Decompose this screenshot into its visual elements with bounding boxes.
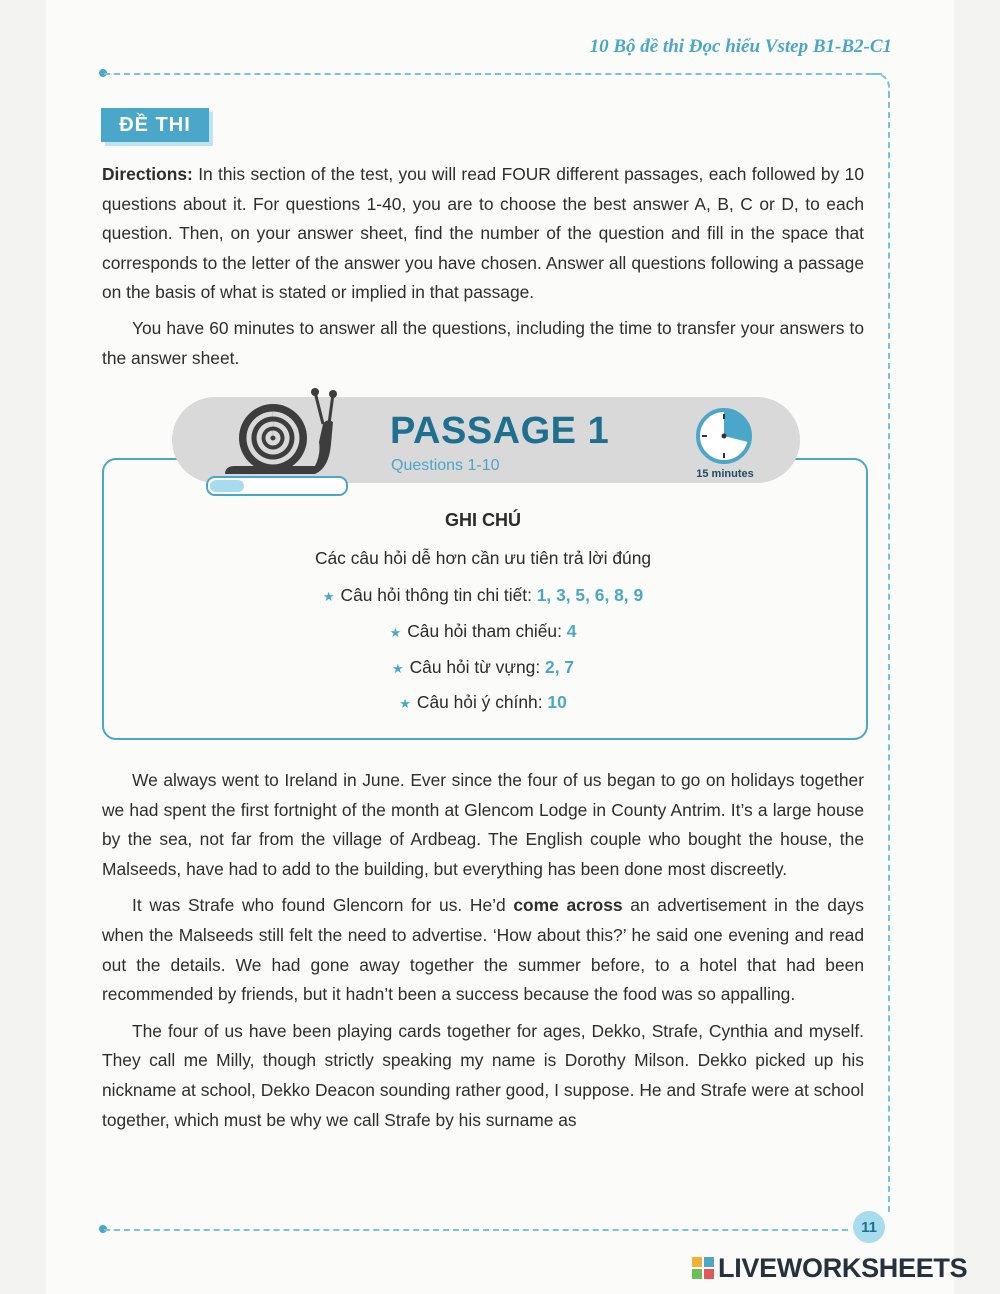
note-item: ★ Câu hỏi ý chính: 10 (399, 692, 567, 712)
star-icon: ★ (399, 696, 411, 711)
book-title: 10 Bộ đề thi Đọc hiểu Vstep B1-B2-C1 (589, 36, 892, 57)
directions-block (102, 160, 864, 373)
time-note: You have 60 minutes to answer all the questions, including the time to transfer your answers to the answer sheet. (102, 317, 864, 368)
liveworksheets-logo-icon (692, 1257, 714, 1279)
clock-icon (690, 406, 760, 466)
section-badge (101, 108, 213, 146)
snail-icon (215, 384, 345, 484)
watermark-text: LIVEWORKSHEETS (718, 1252, 968, 1283)
page-number: 11 (853, 1211, 885, 1243)
note-intro: Các câu hỏi dễ hơn cần ưu tiên trả lời đúng (314, 548, 652, 568)
directions-label: Directions: (102, 164, 193, 184)
star-icon: ★ (322, 589, 335, 604)
star-icon: ★ (389, 625, 402, 640)
top-dashed-border (104, 73, 882, 75)
directions-text: In this section of the test, you will read FOUR different passages, each followed by 10 questions about it. For questions 1-40, you are to choose the best answer A, B, C or D, to each question. Then, on your answer sheet, find the number of the question and fill in the space that corresponds to the letter of the answer you have chosen. Answer all questions following a passage on the basis of what is stated or implied in that passage. (102, 164, 864, 303)
watermark (692, 1252, 967, 1284)
time-label: 15 minutes (696, 468, 754, 480)
star-icon: ★ (391, 661, 404, 676)
progress-fill (210, 480, 244, 492)
passage-subtitle: Questions 1-10 (391, 457, 500, 474)
progress-bar (206, 476, 348, 496)
note-item: ★ Câu hỏi tham chiếu: 4 (389, 621, 577, 641)
paragraph-2: It was Strafe who found Glencorn for us. He’d come across an advertisement in the days when the Malseeds still felt the need to advertise. ‘How about this?’ he said one evening and read out the details. We had gone away together the summer before, to a hotel that had been recommended by friends, but it hadn’t been a success because the food was so appalling. (102, 895, 865, 1005)
paragraph-1: We always went to Ireland in June. Ever since the four of us began to go on holidays together we had spent the first fortnight of the month at Glencom Lodge in County Antrim. It’s a large house by the sea, not far from the village of Ardbeag. The English couple who bought the house, the Malseeds, have had to add to the building, but everything has been done most discreetly. (102, 770, 864, 879)
paragraph-3: The four of us have been playing cards together for ages, Dekko, Strafe, Cynthia and myself. They call me Milly, though strictly speaking my name is Dorothy Milson. Dekko picked up his nickname at school, Dekko Deacon sounding rather good, I suppose. He and Strafe were at school together, which must be why we call Strafe by his surname as (102, 1020, 864, 1130)
section-badge-label: ĐỀ THI (101, 108, 209, 142)
bottom-dashed-border (104, 1229, 848, 1231)
note-title: GHI CHÚ (445, 510, 521, 530)
passage-body (102, 766, 864, 1135)
note-item: ★ Câu hỏi thông tin chi tiết: 1, 3, 5, 6, 8, 9 (322, 585, 644, 605)
highlight-phrase: come across (513, 895, 623, 916)
note-item: ★ Câu hỏi từ vựng: 2, 7 (391, 657, 575, 677)
passage-title: PASSAGE 1 (390, 410, 610, 452)
right-dashed-border (888, 92, 890, 1212)
